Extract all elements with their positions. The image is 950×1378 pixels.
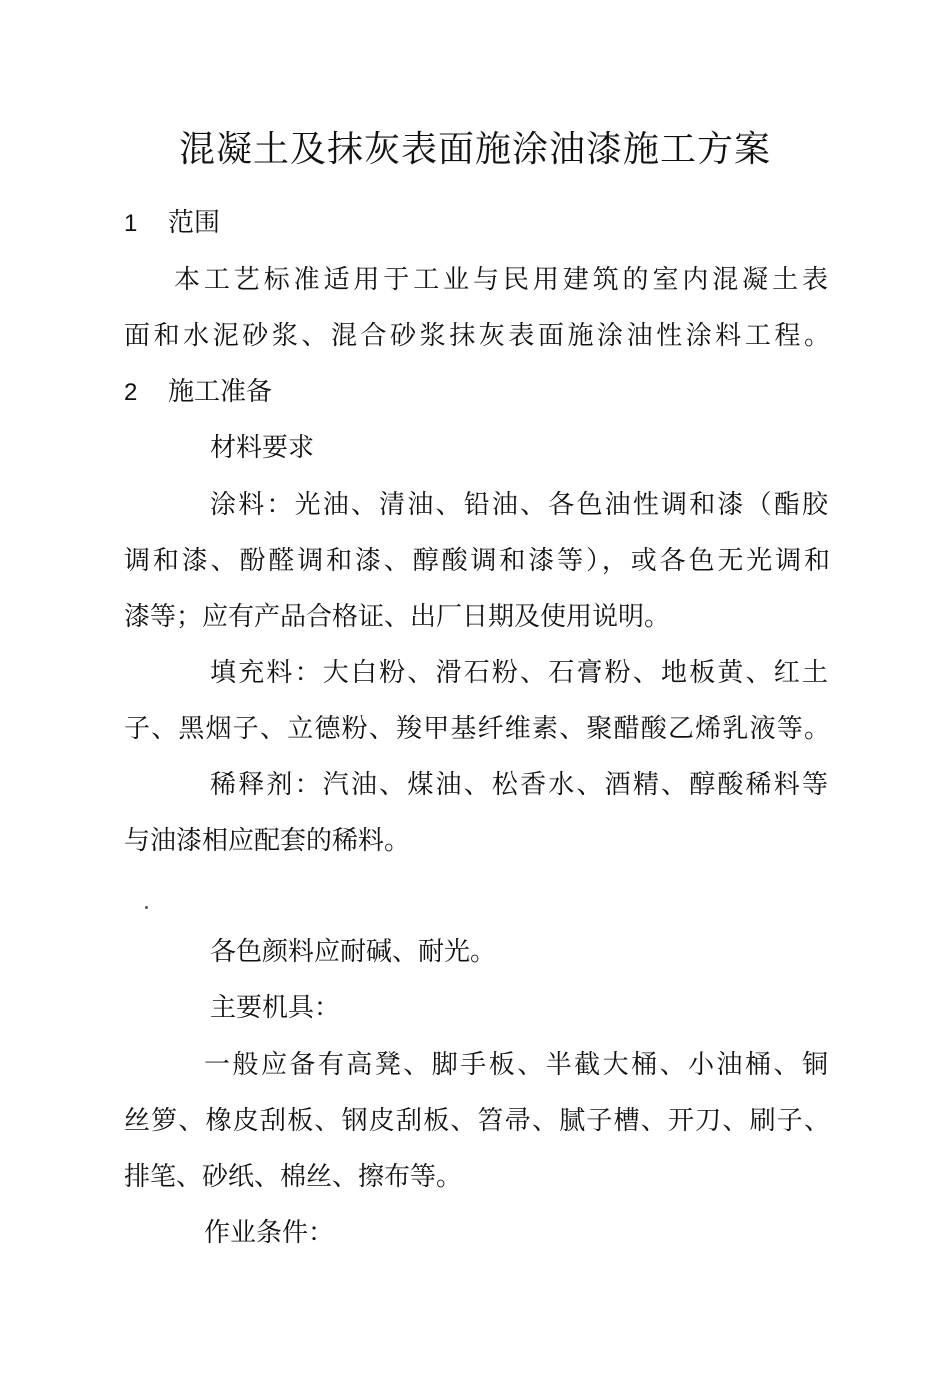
tools-text-line: 丝箩、橡皮刮板、钢皮刮板、笤帚、腻子槽、开刀、刷子、: [124, 1106, 830, 1136]
scope-text-line: 面和水泥砂浆、混合砂浆抹灰表面施涂油性涂料工程。: [124, 321, 830, 351]
paint-text-line: 调和漆、酚醛调和漆、醇酸调和漆等），或各色无光调和: [124, 546, 830, 576]
section-2-heading: [124, 374, 830, 411]
section-number: 2: [124, 379, 138, 406]
filler-text-line: 子、黑烟子、立德粉、羧甲基纤维素、聚醋酸乙烯乳液等。: [124, 714, 830, 744]
thinner-text-line: 与油漆相应配套的稀料。: [124, 826, 411, 856]
thinner-text-line: 稀释剂：汽油、煤油、松香水、酒精、醇酸稀料等: [210, 770, 828, 800]
section-title: 范围: [168, 208, 221, 238]
paint-text-line: 漆等；应有产品合格证、出厂日期及使用说明。: [124, 602, 671, 632]
scope-text-line: 本工艺标准适用于工业与民用建筑的室内混凝土表: [174, 265, 828, 295]
paint-text-line: 涂料：光油、清油、铅油、各色油性调和漆（酯胶: [210, 490, 828, 520]
tools-text-line: 排笔、砂纸、棉丝、擦布等。: [124, 1162, 463, 1192]
conditions-heading: 作业条件：: [204, 1218, 335, 1248]
section-number: 1: [124, 210, 138, 237]
filler-text-line: 填充料：大白粉、滑石粉、石膏粉、地板黄、红土: [210, 658, 828, 688]
section-title: 施工准备: [168, 377, 273, 407]
pigment-text-line: 各色颜料应耐碱、耐光。: [210, 937, 497, 967]
section-1-heading: [124, 205, 830, 242]
tools-heading: 主要机具：: [210, 993, 341, 1023]
document-title: 混凝土及抹灰表面施涂油漆施工方案: [178, 129, 771, 170]
materials-heading: 材料要求: [210, 433, 315, 463]
tools-text-line: 一般应备有高凳、脚手板、半截大桶、小油桶、铜: [204, 1050, 828, 1080]
stray-dot-mark: [145, 906, 148, 909]
